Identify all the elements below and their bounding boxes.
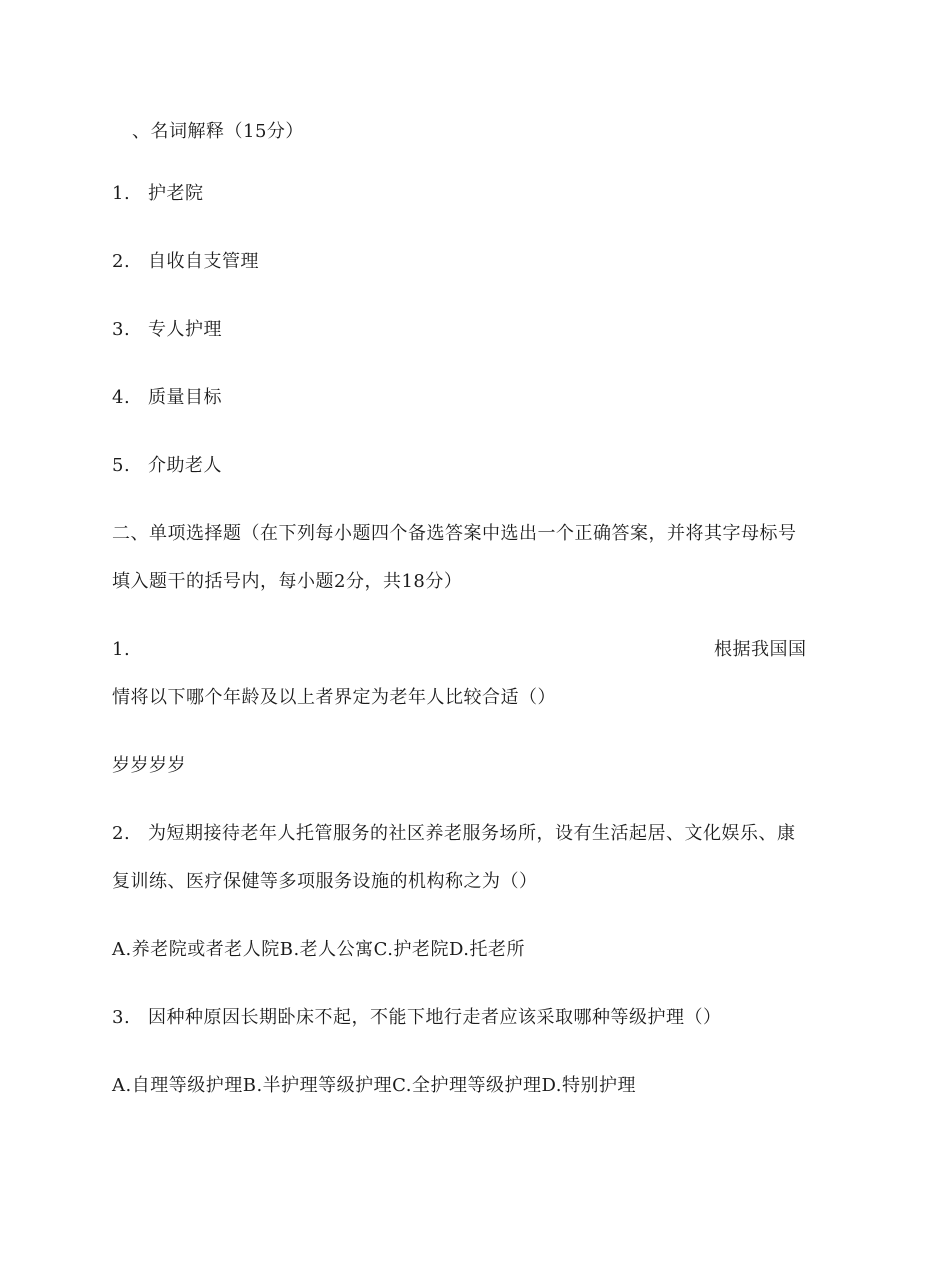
item-text: 护老院 bbox=[148, 183, 204, 204]
definition-item-3 bbox=[112, 318, 222, 342]
question-1-text-part1: 根据我国国 bbox=[714, 639, 807, 660]
question-2-line2: 复训练、医疗保健等多项服务设施的机构称之为（） bbox=[112, 871, 538, 892]
item-text: 质量目标 bbox=[148, 387, 222, 408]
definition-item-2 bbox=[112, 250, 259, 274]
question-number: 3. bbox=[112, 1007, 131, 1028]
item-text: 自收自支管理 bbox=[148, 251, 259, 272]
item-text: 专人护理 bbox=[148, 319, 222, 340]
item-text: 介助老人 bbox=[148, 455, 222, 476]
question-2-line1 bbox=[112, 822, 796, 846]
question-1-text-part2: 情将以下哪个年龄及以上者界定为老年人比较合适（） bbox=[112, 687, 556, 708]
question-2-options: A.养老院或者老人院B.老人公寓C.护老院D.托老所 bbox=[112, 939, 526, 960]
item-number: 1. bbox=[112, 183, 131, 204]
definition-item-4 bbox=[112, 386, 222, 410]
item-number: 3. bbox=[112, 319, 131, 340]
section2-heading-line1: 二、单项选择题（在下列每小题四个备选答案中选出一个正确答案，并将其字母标号 bbox=[112, 523, 797, 544]
item-number: 2. bbox=[112, 251, 131, 272]
question-number: 2. bbox=[112, 823, 131, 844]
section2-heading-line2: 填入题干的括号内，每小题2分，共18分） bbox=[112, 571, 463, 592]
definition-item-1 bbox=[112, 182, 204, 206]
definition-item-5 bbox=[112, 454, 222, 478]
item-number: 4. bbox=[112, 387, 131, 408]
question-3-options: A.自理等级护理B.半护理等级护理C.全护理等级护理D.特别护理 bbox=[112, 1075, 637, 1096]
question-text: 为短期接待老年人托管服务的社区养老服务场所，设有生活起居、文化娱乐、康 bbox=[148, 823, 796, 844]
section1-heading: 、名词解释（15分） bbox=[132, 121, 304, 142]
item-number: 5. bbox=[112, 455, 131, 476]
question-3-line bbox=[112, 1006, 722, 1030]
question-1-number: 1. bbox=[112, 639, 131, 660]
question-text: 因种种原因长期卧床不起，不能下地行走者应该采取哪种等级护理（） bbox=[148, 1007, 722, 1028]
question-1-options: 岁岁岁岁 bbox=[112, 755, 186, 776]
